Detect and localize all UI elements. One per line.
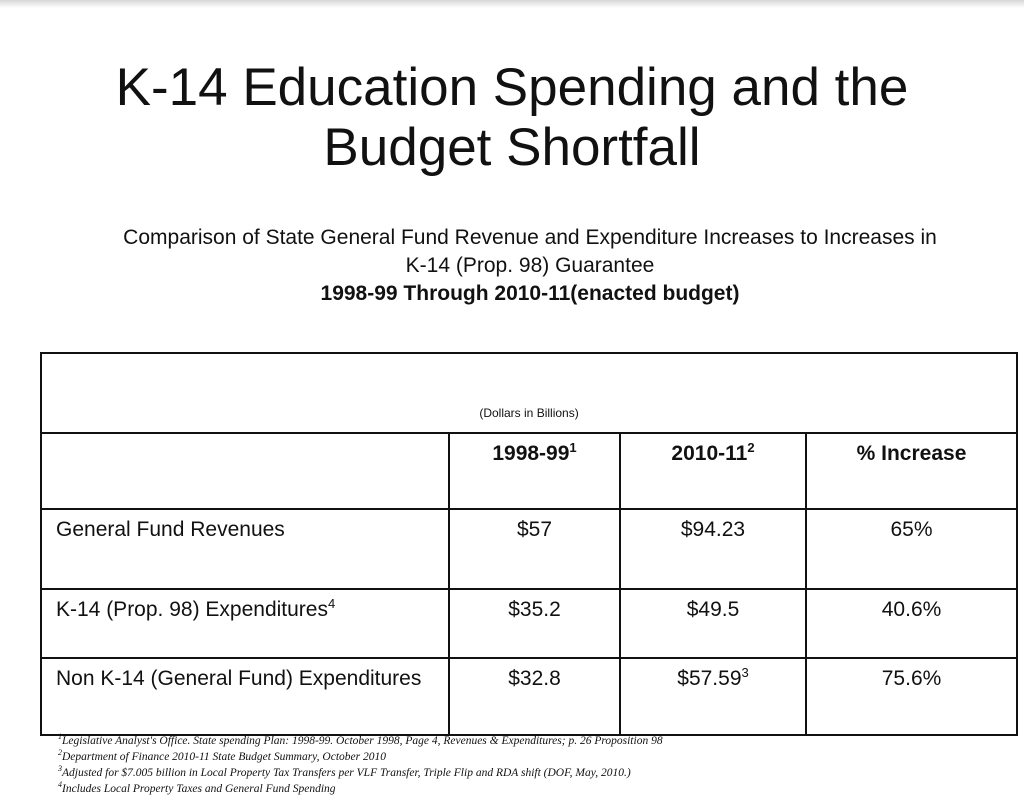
row-label [41, 509, 449, 589]
footnote [58, 781, 1008, 797]
page-title: K-14 Education Spending and the Budget Shortfall [115, 58, 909, 177]
row-label-text: K-14 (Prop. 98) Expenditures [56, 598, 328, 621]
row-label [41, 658, 449, 735]
footnote-marker: 1 [58, 732, 62, 742]
footnote-ref: 4 [327, 596, 336, 611]
row-label [41, 589, 449, 658]
subtitle-line-1: Comparison of State General Fund Revenue and Expenditure Increases to Increases in [123, 226, 937, 249]
column-header-label: % Increase [856, 442, 967, 465]
header-blank-cell [41, 433, 449, 509]
footnote-marker: 2 [58, 748, 62, 758]
footnote-marker: 4 [58, 780, 62, 790]
cell-1998-99: $35.2 [449, 589, 620, 658]
footnote-text: Adjusted for $7.005 billion in Local Property Tax Transfers per VLF Transfer, Triple Flip and RDA shift (DOF, May, 2010.) [62, 767, 631, 779]
column-header-2010 [620, 433, 806, 509]
cell-percent-increase: 40.6% [806, 589, 1017, 658]
footnote [58, 733, 1008, 749]
cell-2010-11 [620, 589, 806, 658]
comparison-table [40, 352, 1018, 736]
column-header-label: 1998-99 [492, 442, 570, 465]
cell-1998-99: $32.8 [449, 658, 620, 735]
column-header-label: 2010-11 [671, 442, 748, 465]
cell-value: $49.5 [686, 598, 740, 621]
footnote [58, 765, 1008, 781]
column-header-percent [806, 433, 1017, 509]
footnote-ref: 1 [569, 440, 577, 455]
cell-2010-11 [620, 509, 806, 589]
row-label-text: General Fund Revenues [56, 518, 285, 541]
table-header-row [41, 433, 1017, 509]
cell-1998-99: $57 [449, 509, 620, 589]
footnote-text: Includes Local Property Taxes and General Fund Spending [62, 783, 336, 795]
cell-percent-increase: 75.6% [806, 658, 1017, 735]
table-row [41, 589, 1017, 658]
table-row [41, 658, 1017, 735]
subtitle-block [40, 224, 1020, 308]
period-heading: 1998-99 Through 2010-11(enacted budget) [320, 282, 740, 305]
scan-edge [0, 0, 1024, 8]
cell-value: $94.23 [680, 518, 746, 541]
footnotes [58, 733, 1008, 797]
footnote [58, 749, 1008, 765]
footnote-text: Legislative Analyst's Office. State spending Plan: 1998-99. October 1998, Page 4, Revenues & Expenditures; p. 26 Proposition 98 [62, 735, 663, 747]
column-header-1998 [449, 433, 620, 509]
subtitle-line-2: K-14 (Prop. 98) Guarantee [405, 254, 655, 277]
cell-2010-11 [620, 658, 806, 735]
table-row [41, 509, 1017, 589]
units-note: (Dollars in Billions) [41, 353, 1017, 433]
footnote-marker: 3 [58, 764, 62, 774]
footnote-ref: 3 [741, 665, 749, 680]
footnote-ref: 2 [747, 440, 755, 455]
units-row [41, 353, 1017, 433]
cell-value: $57.59 [677, 667, 742, 690]
cell-percent-increase: 65% [806, 509, 1017, 589]
footnote-text: Department of Finance 2010-11 State Budget Summary, October 2010 [62, 751, 386, 763]
row-label-text: Non K-14 (General Fund) Expenditures [56, 667, 422, 690]
